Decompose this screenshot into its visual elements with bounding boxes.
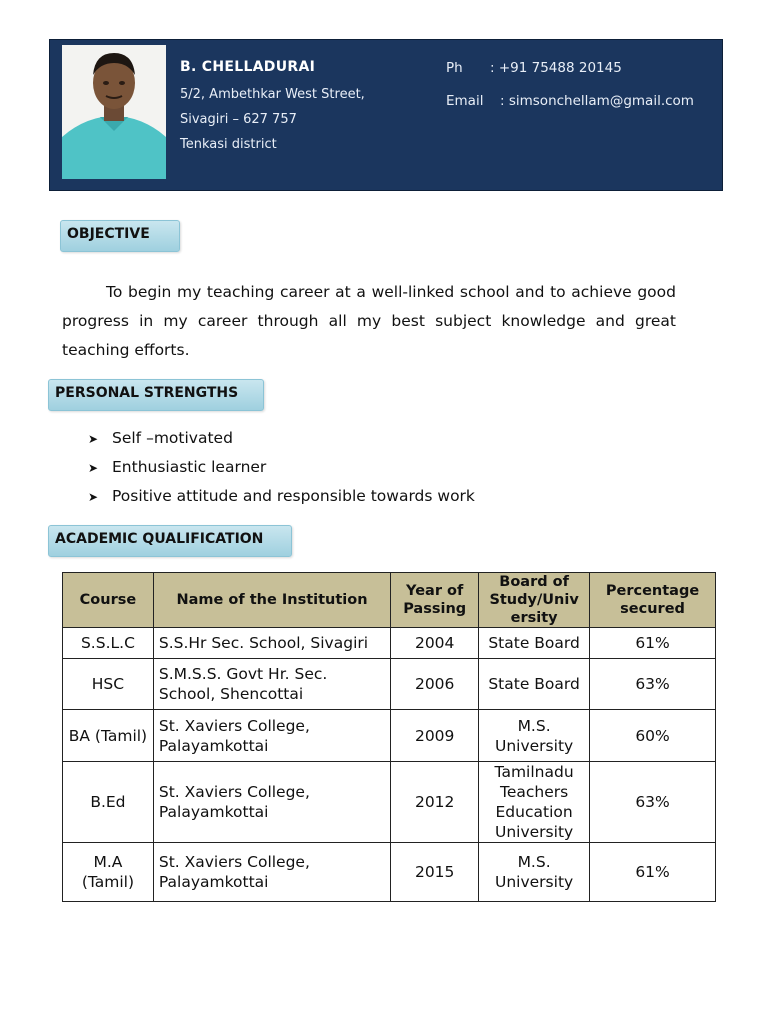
- table-row: [63, 628, 716, 659]
- strengths-list: [88, 426, 475, 513]
- column-header: Year of Passing: [391, 573, 479, 628]
- column-header: Board of Study/Univ ersity: [479, 573, 590, 628]
- table-cell: State Board: [479, 628, 590, 659]
- academic-table: [62, 572, 716, 902]
- column-header: Name of the Institution: [153, 573, 390, 628]
- phone-row: [446, 60, 622, 76]
- table-cell: M.S. University: [479, 843, 590, 902]
- table-cell: 60%: [590, 710, 716, 762]
- table-cell: HSC: [63, 659, 154, 710]
- table-header-row: [63, 573, 716, 628]
- table-cell: 61%: [590, 628, 716, 659]
- table-cell: 2004: [391, 628, 479, 659]
- table-cell: S.S.Hr Sec. School, Sivagiri: [153, 628, 390, 659]
- table-cell: Tamilnadu Teachers Education University: [479, 762, 590, 843]
- address-line-3: Tenkasi district: [180, 137, 277, 152]
- phone-value[interactable]: : +91 75488 20145: [490, 60, 622, 76]
- arrow-bullet-icon: ➤: [88, 432, 99, 446]
- list-item: ➤ Self –motivated: [88, 426, 475, 455]
- strengths-heading: PERSONAL STRENGTHS: [48, 379, 264, 411]
- table-cell: 63%: [590, 762, 716, 843]
- list-item: ➤ Positive attitude and responsible towards work: [88, 484, 475, 513]
- table-row: [63, 659, 716, 710]
- academic-heading: ACADEMIC QUALIFICATION: [48, 525, 292, 557]
- table-cell: 2015: [391, 843, 479, 902]
- table-cell: 2006: [391, 659, 479, 710]
- list-item: ➤ Enthusiastic learner: [88, 455, 475, 484]
- objective-heading: OBJECTIVE: [60, 220, 180, 252]
- table-cell: BA (Tamil): [63, 710, 154, 762]
- table-cell: M.A (Tamil): [63, 843, 154, 902]
- email-row: [446, 93, 694, 109]
- arrow-bullet-icon: ➤: [88, 461, 99, 475]
- table-row: [63, 710, 716, 762]
- table-row: [63, 762, 716, 843]
- table-cell: B.Ed: [63, 762, 154, 843]
- objective-body: To begin my teaching career at a well-linked school and to achieve good progress in my career through all my best subject knowledge and great teaching efforts.: [62, 283, 676, 359]
- table-cell: S.S.L.C: [63, 628, 154, 659]
- arrow-bullet-icon: ➤: [88, 490, 99, 504]
- email-value[interactable]: : simsonchellam@gmail.com: [500, 93, 694, 109]
- phone-label: Ph: [446, 60, 463, 76]
- resume-header: [49, 39, 723, 191]
- table-cell: 63%: [590, 659, 716, 710]
- table-cell: 61%: [590, 843, 716, 902]
- table-cell: 2012: [391, 762, 479, 843]
- address-line-1: 5/2, Ambethkar West Street,: [180, 87, 365, 102]
- profile-photo: [62, 45, 166, 179]
- objective-text: [62, 278, 676, 365]
- table-cell: 2009: [391, 710, 479, 762]
- table-cell: S.M.S.S. Govt Hr. Sec. School, Shencottai: [153, 659, 390, 710]
- candidate-name: B. CHELLADURAI: [180, 59, 316, 75]
- email-label: Email: [446, 93, 484, 109]
- column-header: Percentage secured: [590, 573, 716, 628]
- person-photo-icon: [62, 45, 166, 179]
- column-header: Course: [63, 573, 154, 628]
- table-cell: St. Xaviers College, Palayamkottai: [153, 762, 390, 843]
- table-row: [63, 843, 716, 902]
- address-line-2: Sivagiri – 627 757: [180, 112, 297, 127]
- table-cell: St. Xaviers College, Palayamkottai: [153, 710, 390, 762]
- table-cell: M.S. University: [479, 710, 590, 762]
- table-cell: State Board: [479, 659, 590, 710]
- table-cell: St. Xaviers College, Palayamkottai: [153, 843, 390, 902]
